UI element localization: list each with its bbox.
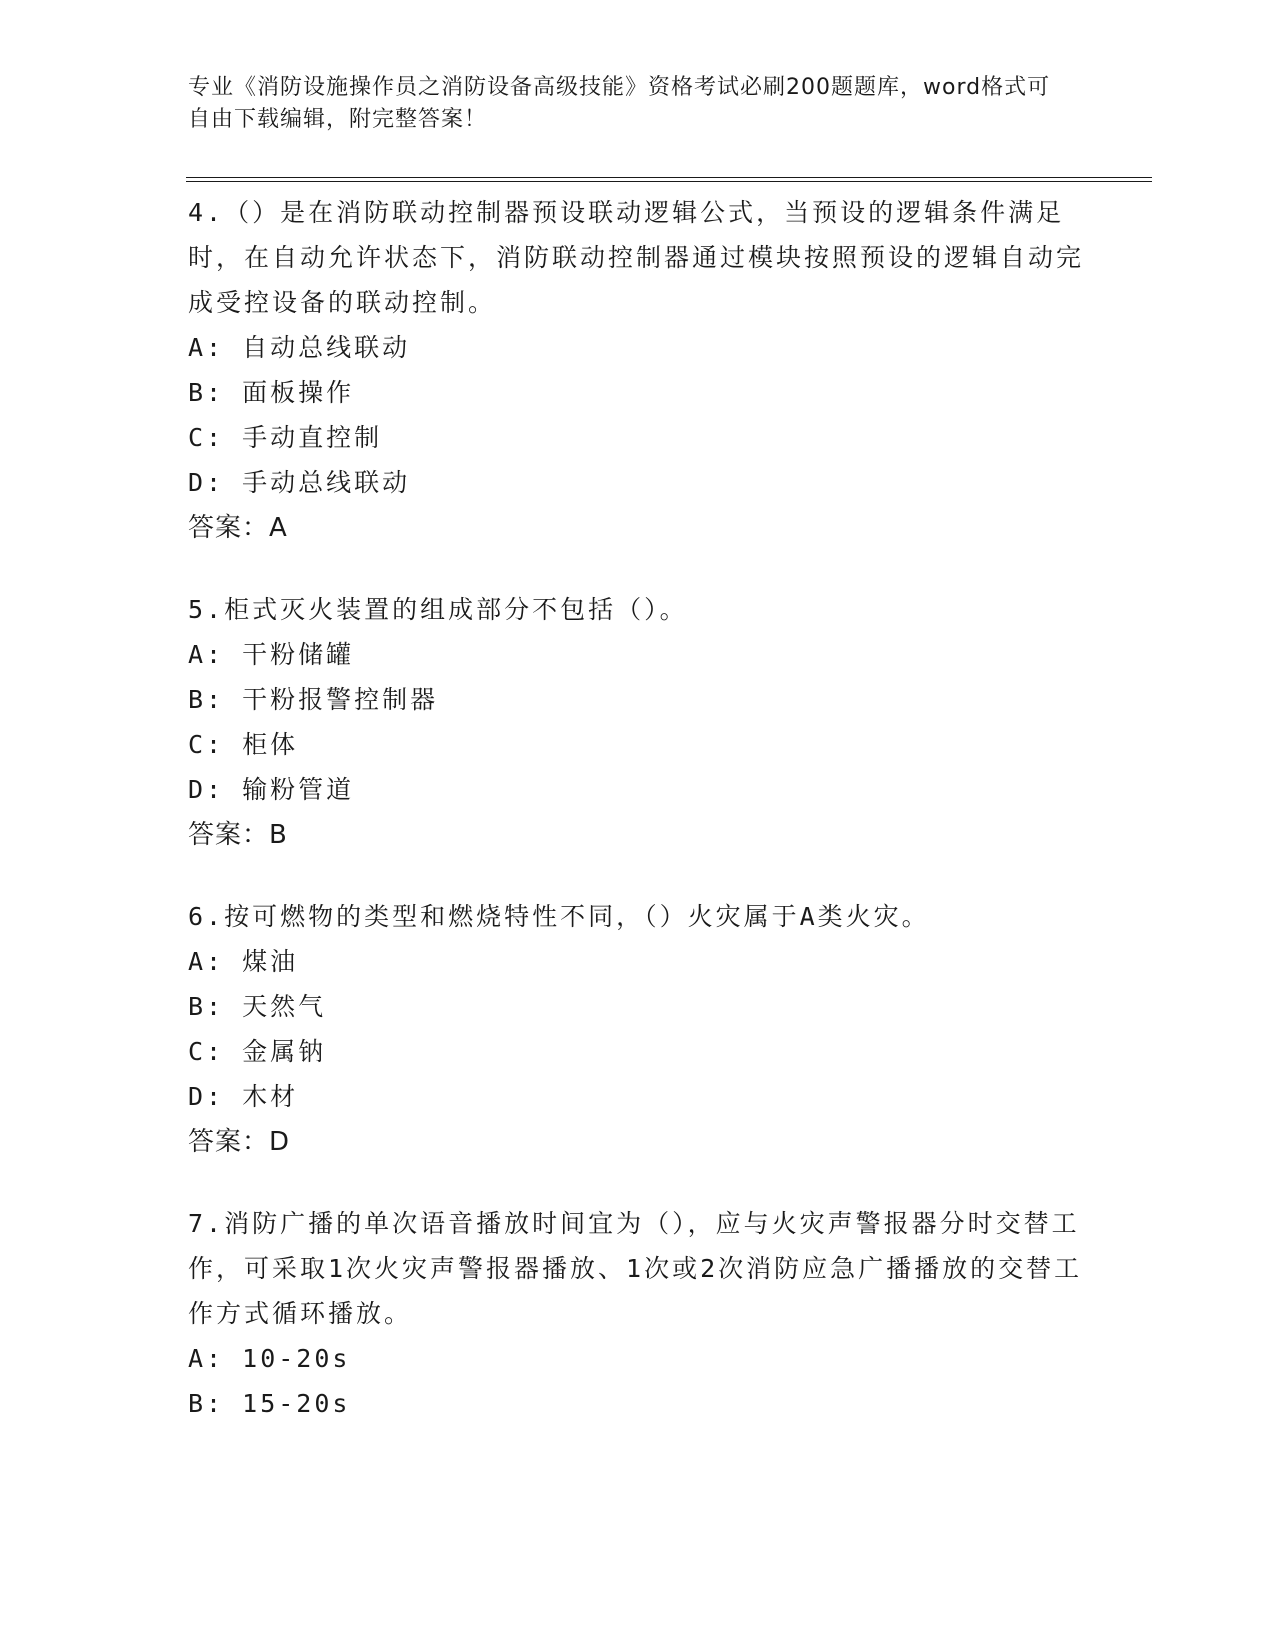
answer-label: 答案：D (188, 1127, 291, 1157)
option-d: D: 木材 (188, 1082, 299, 1111)
question-5 (188, 587, 1088, 858)
question-stem: 6.按可燃物的类型和燃烧特性不同，（）火灾属于A类火灾。 (188, 902, 930, 931)
question-4 (188, 190, 1088, 551)
question-6 (188, 894, 1088, 1165)
option-b: B: 面板操作 (188, 378, 355, 407)
answer-label: 答案：A (188, 513, 288, 543)
answer-label: 答案：B (188, 820, 288, 850)
question-stem: 7.消防广播的单次语音播放时间宜为（），应与火灾声警报器分时交替工作，可采取1次火灾声警报器播放、1次或2次消防应急广播播放的交替工作方式循环播放。 (188, 1209, 1083, 1328)
option-a: A: 10-20s (188, 1344, 351, 1373)
option-d: D: 输粉管道 (188, 775, 355, 804)
option-a: A: 自动总线联动 (188, 333, 411, 362)
option-a: A: 煤油 (188, 947, 299, 976)
question-stem: 4.（）是在消防联动控制器预设联动逻辑公式，当预设的逻辑条件满足时，在自动允许状态下，消防联动控制器通过模块按照预设的逻辑自动完成受控设备的联动控制。 (188, 198, 1085, 317)
option-c: C: 柜体 (188, 730, 299, 759)
header-rule-top (186, 177, 1152, 178)
question-7 (188, 1201, 1088, 1426)
option-a: A: 干粉储罐 (188, 640, 355, 669)
option-b: B: 干粉报警控制器 (188, 685, 439, 714)
header-rule-bottom (186, 181, 1152, 182)
option-d: D: 手动总线联动 (188, 468, 411, 497)
option-c: C: 手动直控制 (188, 423, 383, 452)
option-b: B: 15-20s (188, 1389, 351, 1418)
question-stem: 5.柜式灭火装置的组成部分不包括（）。 (188, 595, 688, 624)
page-header: 专业《消防设施操作员之消防设备高级技能》资格考试必刷200题题库，word格式可自由下载编辑，附完整答案！ (188, 75, 1051, 132)
option-b: B: 天然气 (188, 992, 327, 1021)
option-c: C: 金属钠 (188, 1037, 327, 1066)
question-list (188, 190, 1088, 1462)
